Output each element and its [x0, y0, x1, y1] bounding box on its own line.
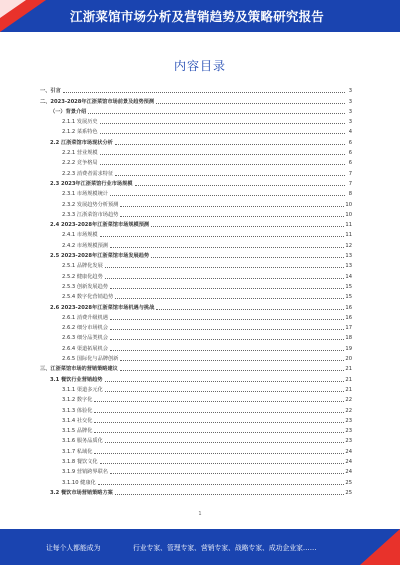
toc-entry-label: 3.1.6 服务品质化 — [62, 438, 103, 445]
page-number: 1 — [198, 511, 202, 517]
toc-entry-label: 3.2 餐饮市场营销策略方案 — [50, 489, 113, 496]
toc-entry-label: 3.1.9 营销跨界联名 — [62, 469, 108, 476]
toc-entry-page: 23 — [345, 417, 352, 424]
toc-leader-dots — [120, 370, 345, 371]
toc-entry[interactable] — [40, 455, 352, 465]
toc-entry[interactable] — [40, 424, 352, 434]
toc-entry-page: 7 — [348, 180, 352, 187]
toc-leader-dots — [115, 175, 345, 176]
report-title: 江浙菜馆市场分析及营销趋势及策略研究报告 — [70, 9, 325, 24]
toc-leader-dots — [63, 92, 345, 93]
toc-leader-dots — [110, 329, 344, 330]
toc-entry-page: 21 — [345, 376, 352, 383]
toc-entry-label: （一）背景介绍 — [50, 108, 87, 115]
table-of-contents — [40, 84, 352, 496]
toc-entry-page: 24 — [345, 448, 352, 455]
toc-entry-page: 6 — [348, 139, 352, 146]
footer-red-accent — [360, 529, 400, 565]
toc-entry[interactable] — [40, 249, 352, 259]
toc-entry[interactable] — [40, 135, 352, 145]
toc-entry[interactable] — [40, 280, 352, 290]
toc-leader-dots — [115, 494, 345, 495]
toc-leader-dots — [100, 236, 345, 237]
toc-leader-dots — [105, 267, 345, 268]
toc-entry-label: 2.5 2023-2028年江浙菜馆市场发展趋势 — [50, 253, 150, 260]
toc-entry[interactable] — [40, 115, 352, 125]
toc-leader-dots — [110, 319, 344, 320]
toc-entry-label: 2.4.2 市场规模预测 — [62, 242, 108, 249]
toc-entry-page: 20 — [345, 356, 352, 363]
toc-entry-page: 12 — [345, 242, 352, 249]
toc-entry-page: 13 — [345, 253, 352, 260]
toc-leader-dots — [110, 350, 344, 351]
toc-leader-dots — [110, 473, 344, 474]
toc-entry-page: 17 — [345, 325, 352, 332]
toc-entry-page: 7 — [348, 170, 352, 177]
toc-leader-dots — [151, 226, 344, 227]
toc-entry[interactable] — [40, 321, 352, 331]
toc-entry-page: 11 — [345, 222, 352, 229]
toc-entry[interactable] — [40, 269, 352, 279]
toc-leader-dots — [135, 185, 346, 186]
toc-leader-dots — [156, 309, 344, 310]
footer-slogan-right: 行业专家、管理专家、营销专家、战略专家、成功企业家…… — [133, 544, 317, 552]
toc-entry[interactable] — [40, 341, 352, 351]
toc-entry-label: 2.5.1 品牌化发展 — [62, 263, 103, 270]
toc-entry[interactable] — [40, 300, 352, 310]
toc-entry[interactable] — [40, 105, 352, 115]
header-white-accent — [0, 0, 26, 18]
toc-entry[interactable] — [40, 228, 352, 238]
toc-entry-label: 一、引言 — [40, 88, 61, 95]
toc-entry-label: 3.1.5 品牌化 — [62, 428, 93, 435]
toc-leader-dots — [151, 257, 344, 258]
toc-entry-label: 2.2.1 营业规模 — [62, 150, 98, 157]
toc-leader-dots — [105, 391, 345, 392]
toc-entry[interactable] — [40, 434, 352, 444]
toc-entry-page: 16 — [345, 304, 352, 311]
toc-leader-dots — [120, 206, 344, 207]
toc-entry-page: 15 — [345, 283, 352, 290]
toc-entry[interactable] — [40, 125, 352, 135]
toc-leader-dots — [120, 360, 344, 361]
footer-slogan-left: 让每个人都能成为 — [46, 544, 101, 552]
toc-leader-dots — [110, 195, 345, 196]
toc-entry-label: 2.2.3 消费者需求特征 — [62, 170, 114, 177]
toc-heading: 内容目录 — [173, 59, 226, 73]
toc-entry-page: 19 — [345, 345, 352, 352]
toc-entry-label: 2.6.4 渠道拓展机会 — [62, 345, 108, 352]
toc-entry-label: 2.5.2 健康化趋势 — [62, 273, 103, 280]
toc-leader-dots — [94, 412, 344, 413]
toc-entry[interactable] — [40, 259, 352, 269]
toc-entry-page: 16 — [345, 314, 352, 321]
toc-entry[interactable] — [40, 156, 352, 166]
toc-entry[interactable] — [40, 414, 352, 424]
toc-entry-page: 21 — [345, 386, 352, 393]
toc-entry-page: 6 — [348, 160, 352, 167]
toc-entry[interactable] — [40, 403, 352, 413]
toc-entry[interactable] — [40, 218, 352, 228]
toc-leader-dots — [94, 432, 344, 433]
toc-entry-page: 24 — [345, 458, 352, 465]
toc-entry[interactable] — [40, 177, 352, 187]
toc-entry[interactable] — [40, 197, 352, 207]
toc-entry-page: 25 — [345, 479, 352, 486]
toc-entry[interactable] — [40, 475, 352, 485]
toc-entry-label: 2.1.2 菜系特色 — [62, 129, 98, 136]
toc-leader-dots — [98, 484, 345, 485]
toc-entry-label: 3.1.3 体验化 — [62, 407, 93, 414]
toc-entry[interactable] — [40, 331, 352, 341]
toc-entry-page: 14 — [345, 273, 352, 280]
toc-leader-dots — [115, 144, 345, 145]
toc-leader-dots — [100, 164, 345, 165]
toc-leader-dots — [115, 298, 344, 299]
toc-leader-dots — [110, 247, 344, 248]
toc-entry[interactable] — [40, 362, 352, 372]
toc-entry-label: 2.2 江浙菜馆市场现状分析 — [50, 139, 113, 146]
toc-leader-dots — [110, 288, 344, 289]
toc-entry-page: 25 — [345, 489, 352, 496]
toc-entry-label: 3.1.1 渠道多元化 — [62, 386, 103, 393]
toc-entry-label: 3.1.2 数字化 — [62, 397, 93, 404]
toc-entry[interactable] — [40, 372, 352, 382]
toc-entry[interactable] — [40, 352, 352, 362]
toc-entry[interactable] — [40, 146, 352, 156]
toc-entry-page: 21 — [345, 366, 352, 373]
toc-leader-dots — [105, 442, 345, 443]
toc-entry[interactable] — [40, 465, 352, 475]
toc-entry-label: 2.6.2 细分市场机会 — [62, 325, 108, 332]
toc-entry[interactable] — [40, 444, 352, 454]
toc-leader-dots — [100, 463, 345, 464]
toc-leader-dots — [94, 453, 344, 454]
toc-entry[interactable] — [40, 290, 352, 300]
toc-entry-label: 2.5.3 创新发展趋势 — [62, 283, 108, 290]
toc-leader-dots — [110, 339, 344, 340]
toc-leader-dots — [94, 401, 344, 402]
page-footer — [0, 529, 400, 565]
toc-entry-page: 3 — [348, 108, 352, 115]
toc-entry-label: 三、江浙菜馆市场的营销策略建议 — [40, 366, 118, 373]
toc-entry-page: 10 — [345, 211, 352, 218]
toc-leader-dots — [100, 154, 345, 155]
toc-entry[interactable] — [40, 94, 352, 104]
toc-entry-page: 11 — [345, 232, 352, 239]
toc-entry-page: 13 — [345, 263, 352, 270]
toc-entry[interactable] — [40, 208, 352, 218]
toc-leader-dots — [100, 123, 345, 124]
toc-entry-page: 18 — [345, 335, 352, 342]
toc-leader-dots — [94, 422, 344, 423]
toc-entry-page: 23 — [345, 438, 352, 445]
toc-entry[interactable] — [40, 84, 352, 94]
toc-entry-label: 2.4 2023-2028年江浙菜馆市场规模预测 — [50, 222, 150, 229]
toc-entry-label: 2.3.1 市场规模统计 — [62, 191, 108, 198]
toc-entry-page: 22 — [345, 397, 352, 404]
toc-leader-dots — [105, 278, 345, 279]
toc-entry-label: 2.6.3 细分品类机会 — [62, 335, 108, 342]
toc-leader-dots — [120, 216, 344, 217]
toc-entry-page: 4 — [348, 129, 352, 136]
toc-leader-dots — [105, 381, 345, 382]
toc-entry-page: 23 — [345, 428, 352, 435]
toc-entry[interactable] — [40, 383, 352, 393]
toc-entry[interactable] — [40, 486, 352, 496]
toc-entry-label: 2.6.5 国际化与品牌创新 — [62, 356, 119, 363]
toc-entry-label: 2.6 2023-2028年江浙菜馆市场机遇与挑战 — [50, 304, 155, 311]
toc-entry-label: 3.1.4 社交化 — [62, 417, 93, 424]
toc-entry-label: 3.1.7 私域化 — [62, 448, 93, 455]
toc-entry-page: 3 — [348, 98, 352, 105]
toc-entry-page: 24 — [345, 469, 352, 476]
toc-entry-label: 2.4.1 市场规模 — [62, 232, 98, 239]
toc-entry-label: 2.1.1 发展历史 — [62, 119, 98, 126]
toc-entry[interactable] — [40, 238, 352, 248]
toc-entry-page: 22 — [345, 407, 352, 414]
toc-entry[interactable] — [40, 166, 352, 176]
toc-leader-dots — [88, 113, 345, 114]
toc-entry[interactable] — [40, 311, 352, 321]
toc-entry-label: 2.3.2 发展趋势分析预测 — [62, 201, 119, 208]
page-header — [0, 0, 400, 32]
toc-leader-dots — [100, 133, 345, 134]
toc-entry-label: 3.1.8 餐饮文化 — [62, 458, 98, 465]
toc-entry-label: 2.3 2023年江浙菜馆行业市场规模 — [50, 180, 133, 187]
toc-entry-label: 2.6.1 消费升级机遇 — [62, 314, 108, 321]
toc-entry-page: 15 — [345, 294, 352, 301]
toc-entry-page: 6 — [348, 150, 352, 157]
toc-leader-dots — [156, 103, 345, 104]
toc-entry-page: 10 — [345, 201, 352, 208]
toc-entry-label: 2.2.2 竞争格局 — [62, 160, 98, 167]
toc-entry-label: 3.1.10 健康化 — [62, 479, 96, 486]
toc-entry-label: 2.5.4 数字化营销趋势 — [62, 294, 114, 301]
toc-entry[interactable] — [40, 187, 352, 197]
toc-entry-label: 3.1 餐饮行业营销趋势 — [50, 376, 103, 383]
toc-entry-label: 2.3.3 江浙菜馆市场趋势 — [62, 211, 119, 218]
toc-entry-label: 二、2023-2028年江浙菜馆市场前景及趋势预测 — [40, 98, 155, 105]
toc-entry-page: 3 — [348, 119, 352, 126]
toc-entry-page: 3 — [348, 88, 352, 95]
toc-entry-page: 8 — [348, 191, 352, 198]
toc-entry[interactable] — [40, 393, 352, 403]
